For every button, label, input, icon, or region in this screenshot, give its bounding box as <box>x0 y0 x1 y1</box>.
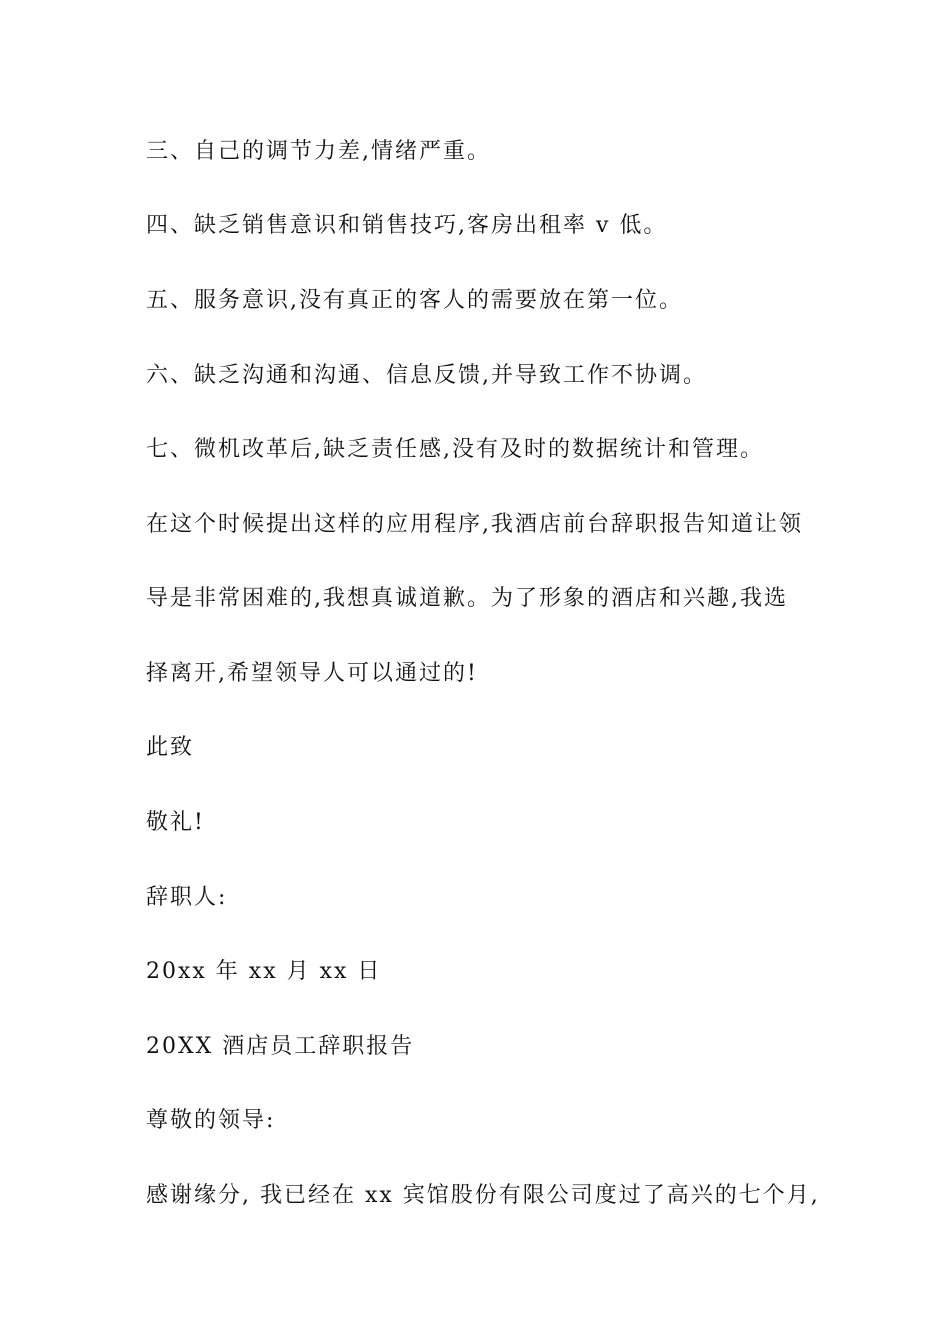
closing-salutation: 此致 <box>146 735 195 760</box>
signature-label: 辞职人: <box>146 885 228 910</box>
paragraph-line-3: 择离开,希望领导人可以通过的! <box>146 661 478 686</box>
text-line-5: 七、微机改革后,缺乏责任感,没有及时的数据统计和管理。 <box>146 437 764 462</box>
paragraph-line-1: 在这个时候提出这样的应用程序,我酒店前台辞职报告知道让领 <box>146 512 803 537</box>
text-line-3: 五、服务意识,没有真正的客人的需要放在第一位。 <box>146 288 683 313</box>
text-line-1: 三、自己的调节力差,情绪严重。 <box>146 139 491 164</box>
greeting-line: 尊敬的领导: <box>146 1108 276 1133</box>
closing-regards: 敬礼! <box>146 810 205 835</box>
section-title: 20XX 酒店员工辞职报告 <box>146 1034 415 1059</box>
text-line-2: 四、缺乏销售意识和销售技巧,客房出租率 v 低。 <box>146 213 668 238</box>
date-line: 20xx 年 xx 月 xx 日 <box>146 959 382 984</box>
body-line: 感谢缘分, 我已经在 xx 宾馆股份有限公司度过了高兴的七个月, <box>146 1183 820 1208</box>
text-line-4: 六、缺乏沟通和沟通、信息反馈,并导致工作不协调。 <box>146 363 707 388</box>
paragraph-line-2: 导是非常困难的,我想真诚道歉。为了形象的酒店和兴趣,我选 <box>146 586 788 611</box>
